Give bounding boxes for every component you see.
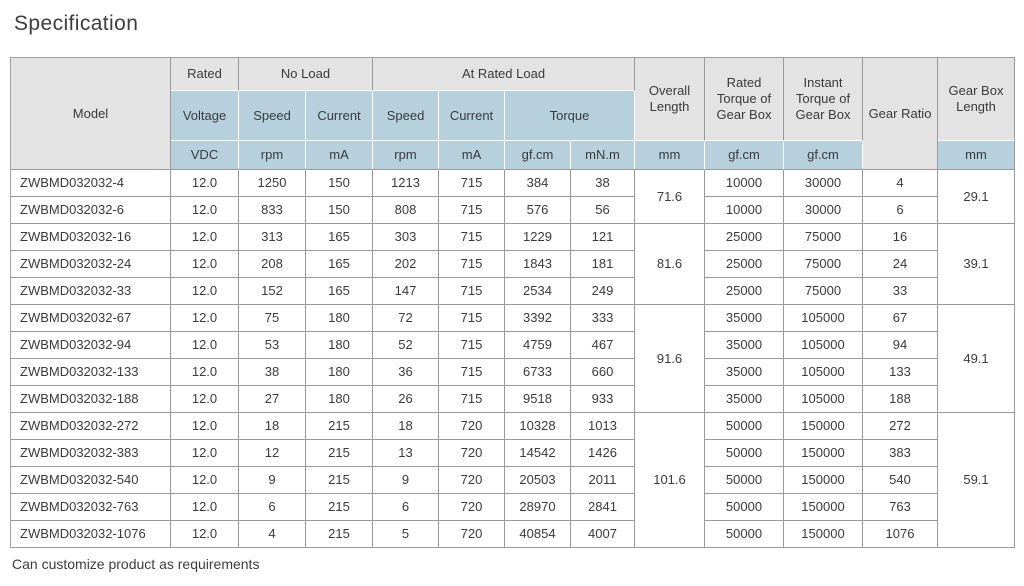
cell-overall-length: 101.6 bbox=[635, 413, 705, 548]
cell-gearbox-instant-torque: 105000 bbox=[784, 359, 863, 386]
cell-rated-voltage: 12.0 bbox=[171, 224, 239, 251]
cell-no-load-speed: 1250 bbox=[239, 170, 306, 197]
cell-gear-ratio: 188 bbox=[863, 386, 938, 413]
cell-torque-gfcm: 3392 bbox=[505, 305, 571, 332]
cell-rated-current: 715 bbox=[439, 386, 505, 413]
table-row bbox=[11, 305, 1015, 332]
cell-model: ZWBMD032032-133 bbox=[11, 359, 171, 386]
specification-table bbox=[10, 57, 1015, 548]
cell-gearbox-instant-torque: 150000 bbox=[784, 494, 863, 521]
cell-torque-mnm: 2841 bbox=[571, 494, 635, 521]
cell-no-load-speed: 833 bbox=[239, 197, 306, 224]
header-row-groups bbox=[11, 58, 1015, 91]
cell-rated-voltage: 12.0 bbox=[171, 251, 239, 278]
cell-gearbox-instant-torque: 30000 bbox=[784, 170, 863, 197]
cell-torque-gfcm: 40854 bbox=[505, 521, 571, 548]
table-row bbox=[11, 413, 1015, 440]
cell-gearbox-instant-torque: 75000 bbox=[784, 251, 863, 278]
table-row bbox=[11, 332, 1015, 359]
cell-torque-mnm: 56 bbox=[571, 197, 635, 224]
header-gear-box-length: Gear Box Length bbox=[938, 58, 1015, 141]
cell-rated-voltage: 12.0 bbox=[171, 332, 239, 359]
header-gear-ratio: Gear Ratio bbox=[863, 58, 938, 170]
unit-torque-gfcm: gf.cm bbox=[505, 141, 571, 170]
unit-gear-box-mm: mm bbox=[938, 141, 1015, 170]
cell-no-load-speed: 38 bbox=[239, 359, 306, 386]
cell-rated-current: 715 bbox=[439, 332, 505, 359]
cell-rated-current: 720 bbox=[439, 494, 505, 521]
page-title: Specification bbox=[14, 12, 139, 35]
cell-rated-speed: 72 bbox=[373, 305, 439, 332]
cell-model: ZWBMD032032-188 bbox=[11, 386, 171, 413]
cell-rated-voltage: 12.0 bbox=[171, 467, 239, 494]
cell-no-load-speed: 4 bbox=[239, 521, 306, 548]
cell-model: ZWBMD032032-383 bbox=[11, 440, 171, 467]
cell-gear-box-length: 39.1 bbox=[938, 224, 1015, 305]
cell-gearbox-instant-torque: 30000 bbox=[784, 197, 863, 224]
cell-gearbox-rated-torque: 50000 bbox=[705, 467, 784, 494]
unit-rated-torque-gfcm: gf.cm bbox=[705, 141, 784, 170]
cell-overall-length: 81.6 bbox=[635, 224, 705, 305]
cell-gearbox-rated-torque: 10000 bbox=[705, 197, 784, 224]
cell-model: ZWBMD032032-1076 bbox=[11, 521, 171, 548]
cell-rated-voltage: 12.0 bbox=[171, 413, 239, 440]
cell-gearbox-rated-torque: 50000 bbox=[705, 494, 784, 521]
cell-torque-gfcm: 20503 bbox=[505, 467, 571, 494]
cell-gear-ratio: 763 bbox=[863, 494, 938, 521]
table-row bbox=[11, 494, 1015, 521]
header-at-rated-load: At Rated Load bbox=[373, 58, 635, 91]
cell-model: ZWBMD032032-272 bbox=[11, 413, 171, 440]
cell-rated-current: 715 bbox=[439, 278, 505, 305]
cell-gear-box-length: 59.1 bbox=[938, 413, 1015, 548]
cell-no-load-speed: 6 bbox=[239, 494, 306, 521]
cell-gearbox-instant-torque: 150000 bbox=[784, 521, 863, 548]
cell-no-load-current: 180 bbox=[306, 386, 373, 413]
header-model: Model bbox=[11, 58, 171, 170]
table-row bbox=[11, 278, 1015, 305]
table-row bbox=[11, 224, 1015, 251]
unit-overall-mm: mm bbox=[635, 141, 705, 170]
cell-model: ZWBMD032032-94 bbox=[11, 332, 171, 359]
cell-rated-voltage: 12.0 bbox=[171, 197, 239, 224]
cell-gear-ratio: 1076 bbox=[863, 521, 938, 548]
cell-no-load-speed: 152 bbox=[239, 278, 306, 305]
table-row bbox=[11, 170, 1015, 197]
unit-vdc: VDC bbox=[171, 141, 239, 170]
cell-gearbox-instant-torque: 75000 bbox=[784, 224, 863, 251]
cell-gear-ratio: 540 bbox=[863, 467, 938, 494]
cell-no-load-current: 165 bbox=[306, 224, 373, 251]
cell-rated-speed: 52 bbox=[373, 332, 439, 359]
cell-rated-voltage: 12.0 bbox=[171, 278, 239, 305]
cell-torque-mnm: 1013 bbox=[571, 413, 635, 440]
cell-rated-speed: 36 bbox=[373, 359, 439, 386]
cell-rated-voltage: 12.0 bbox=[171, 521, 239, 548]
cell-gearbox-rated-torque: 25000 bbox=[705, 224, 784, 251]
cell-torque-mnm: 2011 bbox=[571, 467, 635, 494]
cell-rated-current: 715 bbox=[439, 197, 505, 224]
unit-rated-rpm: rpm bbox=[373, 141, 439, 170]
cell-torque-mnm: 933 bbox=[571, 386, 635, 413]
cell-overall-length: 71.6 bbox=[635, 170, 705, 224]
cell-gearbox-rated-torque: 50000 bbox=[705, 521, 784, 548]
cell-rated-speed: 5 bbox=[373, 521, 439, 548]
cell-overall-length: 91.6 bbox=[635, 305, 705, 413]
cell-no-load-speed: 208 bbox=[239, 251, 306, 278]
cell-gearbox-rated-torque: 35000 bbox=[705, 359, 784, 386]
cell-rated-current: 715 bbox=[439, 305, 505, 332]
cell-no-load-speed: 18 bbox=[239, 413, 306, 440]
table-row bbox=[11, 251, 1015, 278]
footnote: Can customize product as requirements bbox=[12, 556, 260, 572]
unit-instant-torque-gfcm: gf.cm bbox=[784, 141, 863, 170]
cell-no-load-current: 215 bbox=[306, 440, 373, 467]
cell-no-load-speed: 12 bbox=[239, 440, 306, 467]
cell-gearbox-rated-torque: 25000 bbox=[705, 251, 784, 278]
cell-rated-speed: 147 bbox=[373, 278, 439, 305]
cell-torque-gfcm: 4759 bbox=[505, 332, 571, 359]
cell-rated-current: 720 bbox=[439, 521, 505, 548]
cell-gearbox-rated-torque: 50000 bbox=[705, 413, 784, 440]
cell-gearbox-rated-torque: 35000 bbox=[705, 305, 784, 332]
cell-rated-current: 715 bbox=[439, 359, 505, 386]
cell-no-load-current: 180 bbox=[306, 332, 373, 359]
cell-gearbox-rated-torque: 10000 bbox=[705, 170, 784, 197]
cell-torque-mnm: 660 bbox=[571, 359, 635, 386]
cell-torque-mnm: 121 bbox=[571, 224, 635, 251]
cell-rated-voltage: 12.0 bbox=[171, 170, 239, 197]
cell-no-load-current: 180 bbox=[306, 359, 373, 386]
cell-torque-gfcm: 14542 bbox=[505, 440, 571, 467]
cell-torque-mnm: 467 bbox=[571, 332, 635, 359]
cell-model: ZWBMD032032-6 bbox=[11, 197, 171, 224]
cell-gear-ratio: 24 bbox=[863, 251, 938, 278]
cell-rated-voltage: 12.0 bbox=[171, 440, 239, 467]
cell-rated-current: 715 bbox=[439, 170, 505, 197]
cell-gearbox-rated-torque: 25000 bbox=[705, 278, 784, 305]
cell-rated-voltage: 12.0 bbox=[171, 494, 239, 521]
table-row bbox=[11, 386, 1015, 413]
cell-gear-box-length: 49.1 bbox=[938, 305, 1015, 413]
unit-no-load-ma: mA bbox=[306, 141, 373, 170]
cell-no-load-speed: 27 bbox=[239, 386, 306, 413]
cell-no-load-current: 150 bbox=[306, 197, 373, 224]
cell-torque-mnm: 333 bbox=[571, 305, 635, 332]
cell-gearbox-instant-torque: 150000 bbox=[784, 467, 863, 494]
cell-gear-ratio: 4 bbox=[863, 170, 938, 197]
cell-gear-ratio: 6 bbox=[863, 197, 938, 224]
cell-gear-ratio: 94 bbox=[863, 332, 938, 359]
cell-model: ZWBMD032032-33 bbox=[11, 278, 171, 305]
header-overall-length: Overall Length bbox=[635, 58, 705, 141]
cell-rated-speed: 18 bbox=[373, 413, 439, 440]
cell-rated-current: 715 bbox=[439, 224, 505, 251]
cell-rated-speed: 9 bbox=[373, 467, 439, 494]
cell-no-load-speed: 53 bbox=[239, 332, 306, 359]
header-no-load: No Load bbox=[239, 58, 373, 91]
table-row bbox=[11, 359, 1015, 386]
cell-rated-speed: 13 bbox=[373, 440, 439, 467]
cell-gearbox-rated-torque: 35000 bbox=[705, 386, 784, 413]
cell-model: ZWBMD032032-67 bbox=[11, 305, 171, 332]
cell-gearbox-rated-torque: 50000 bbox=[705, 440, 784, 467]
cell-gear-ratio: 16 bbox=[863, 224, 938, 251]
cell-no-load-current: 215 bbox=[306, 467, 373, 494]
cell-no-load-speed: 9 bbox=[239, 467, 306, 494]
table-row bbox=[11, 467, 1015, 494]
cell-gear-ratio: 383 bbox=[863, 440, 938, 467]
cell-gear-ratio: 272 bbox=[863, 413, 938, 440]
cell-torque-gfcm: 6733 bbox=[505, 359, 571, 386]
cell-torque-gfcm: 1843 bbox=[505, 251, 571, 278]
cell-torque-gfcm: 28970 bbox=[505, 494, 571, 521]
cell-torque-gfcm: 384 bbox=[505, 170, 571, 197]
cell-gearbox-instant-torque: 75000 bbox=[784, 278, 863, 305]
cell-torque-gfcm: 576 bbox=[505, 197, 571, 224]
cell-rated-current: 715 bbox=[439, 251, 505, 278]
cell-gear-ratio: 133 bbox=[863, 359, 938, 386]
cell-model: ZWBMD032032-24 bbox=[11, 251, 171, 278]
header-instant-torque-of-gear-box: Instant Torque of Gear Box bbox=[784, 58, 863, 141]
cell-model: ZWBMD032032-4 bbox=[11, 170, 171, 197]
header-rated-speed: Speed bbox=[373, 91, 439, 141]
cell-torque-gfcm: 9518 bbox=[505, 386, 571, 413]
cell-torque-gfcm: 2534 bbox=[505, 278, 571, 305]
table-row bbox=[11, 197, 1015, 224]
cell-torque-mnm: 4007 bbox=[571, 521, 635, 548]
cell-rated-current: 720 bbox=[439, 440, 505, 467]
cell-gearbox-instant-torque: 150000 bbox=[784, 440, 863, 467]
cell-torque-gfcm: 10328 bbox=[505, 413, 571, 440]
unit-torque-mnm: mN.m bbox=[571, 141, 635, 170]
cell-torque-gfcm: 1229 bbox=[505, 224, 571, 251]
cell-model: ZWBMD032032-16 bbox=[11, 224, 171, 251]
cell-torque-mnm: 181 bbox=[571, 251, 635, 278]
cell-rated-speed: 6 bbox=[373, 494, 439, 521]
cell-model: ZWBMD032032-540 bbox=[11, 467, 171, 494]
cell-gearbox-rated-torque: 35000 bbox=[705, 332, 784, 359]
cell-gearbox-instant-torque: 105000 bbox=[784, 386, 863, 413]
cell-rated-speed: 1213 bbox=[373, 170, 439, 197]
header-rated-current: Current bbox=[439, 91, 505, 141]
cell-no-load-current: 180 bbox=[306, 305, 373, 332]
cell-rated-voltage: 12.0 bbox=[171, 386, 239, 413]
cell-no-load-current: 150 bbox=[306, 170, 373, 197]
cell-rated-voltage: 12.0 bbox=[171, 359, 239, 386]
cell-no-load-speed: 75 bbox=[239, 305, 306, 332]
table-row bbox=[11, 521, 1015, 548]
cell-model: ZWBMD032032-763 bbox=[11, 494, 171, 521]
cell-no-load-current: 215 bbox=[306, 413, 373, 440]
cell-no-load-current: 215 bbox=[306, 521, 373, 548]
cell-no-load-current: 165 bbox=[306, 278, 373, 305]
table-row bbox=[11, 440, 1015, 467]
header-rated: Rated bbox=[171, 58, 239, 91]
header-no-load-current: Current bbox=[306, 91, 373, 141]
cell-gearbox-instant-torque: 105000 bbox=[784, 332, 863, 359]
unit-rated-ma: mA bbox=[439, 141, 505, 170]
cell-torque-mnm: 38 bbox=[571, 170, 635, 197]
header-no-load-speed: Speed bbox=[239, 91, 306, 141]
cell-gear-ratio: 33 bbox=[863, 278, 938, 305]
cell-torque-mnm: 249 bbox=[571, 278, 635, 305]
header-rated-torque-of-gear-box: Rated Torque of Gear Box bbox=[705, 58, 784, 141]
cell-torque-mnm: 1426 bbox=[571, 440, 635, 467]
cell-no-load-speed: 313 bbox=[239, 224, 306, 251]
cell-rated-speed: 808 bbox=[373, 197, 439, 224]
header-torque: Torque bbox=[505, 91, 635, 141]
cell-no-load-current: 215 bbox=[306, 494, 373, 521]
cell-rated-speed: 26 bbox=[373, 386, 439, 413]
cell-rated-current: 720 bbox=[439, 413, 505, 440]
header-voltage: Voltage bbox=[171, 91, 239, 141]
cell-no-load-current: 165 bbox=[306, 251, 373, 278]
cell-gearbox-instant-torque: 150000 bbox=[784, 413, 863, 440]
cell-gearbox-instant-torque: 105000 bbox=[784, 305, 863, 332]
unit-no-load-rpm: rpm bbox=[239, 141, 306, 170]
cell-gear-ratio: 67 bbox=[863, 305, 938, 332]
cell-rated-current: 720 bbox=[439, 467, 505, 494]
cell-gear-box-length: 29.1 bbox=[938, 170, 1015, 224]
cell-rated-speed: 202 bbox=[373, 251, 439, 278]
cell-rated-voltage: 12.0 bbox=[171, 305, 239, 332]
cell-rated-speed: 303 bbox=[373, 224, 439, 251]
